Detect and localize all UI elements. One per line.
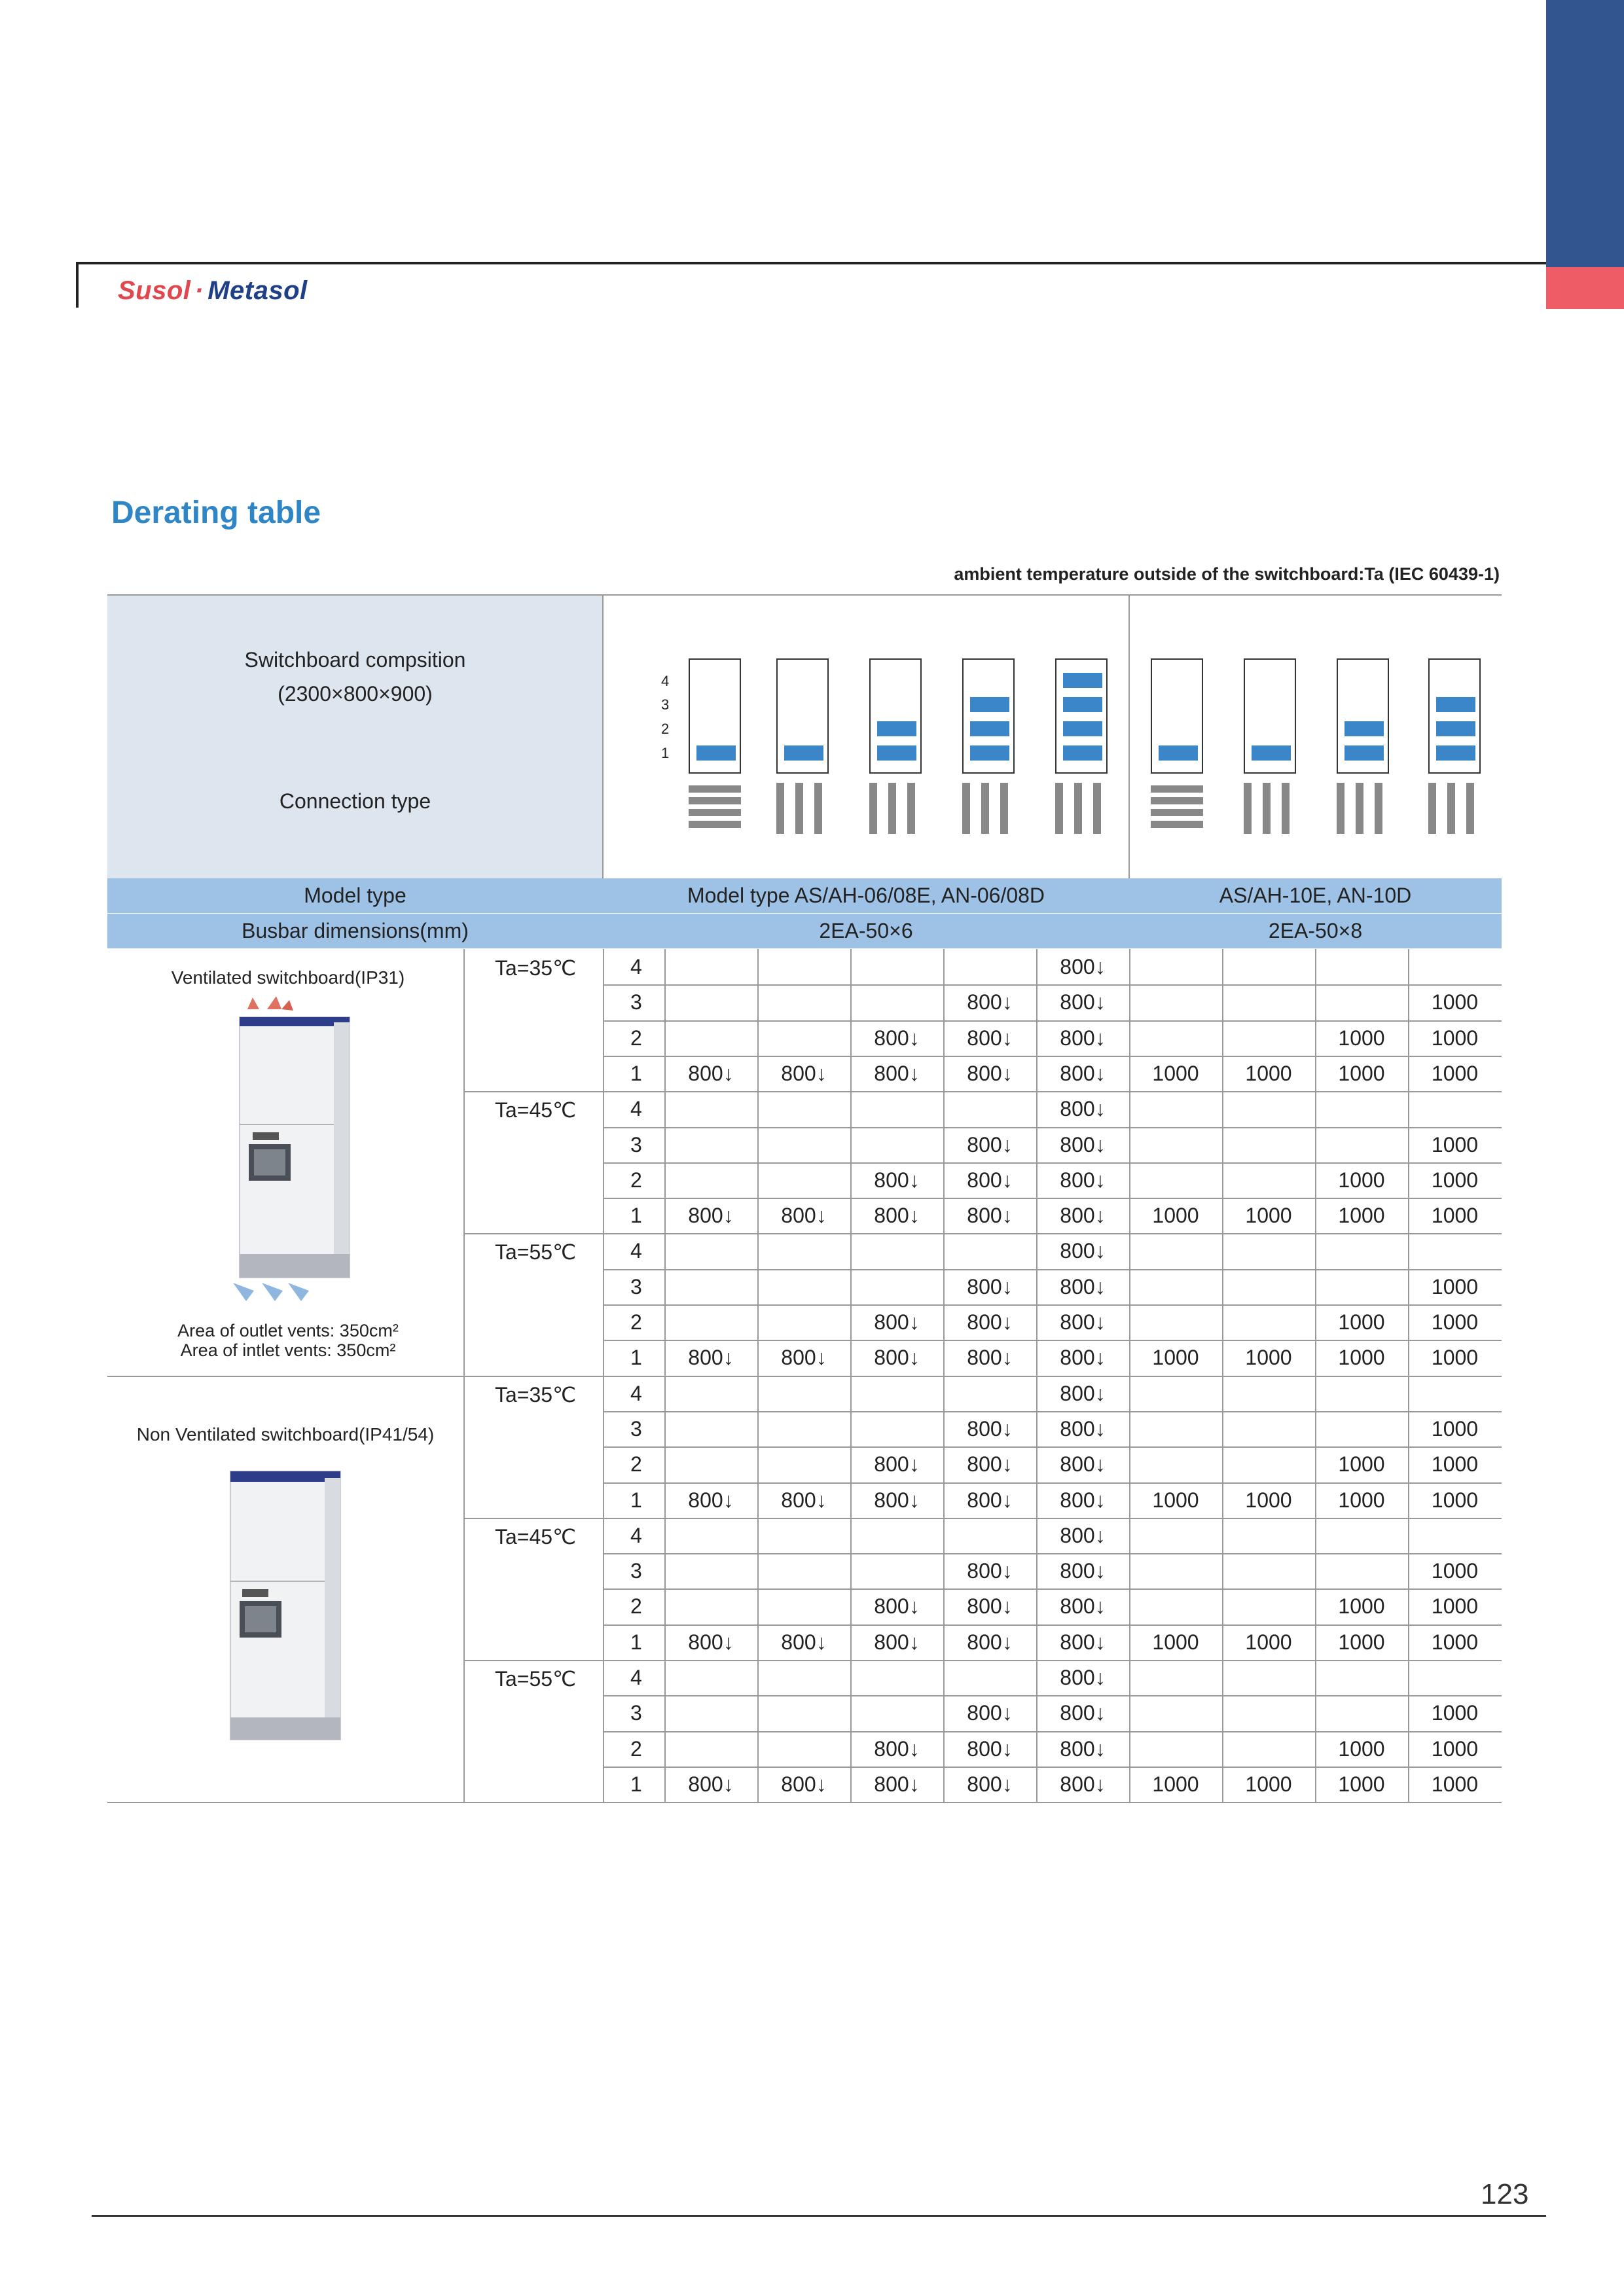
- busbar-vertical: [1074, 783, 1082, 834]
- table-cell: 1000: [1152, 1630, 1199, 1654]
- table-cell: 2: [630, 1026, 642, 1050]
- table-cell: 3: [630, 1701, 642, 1725]
- table-cell: 1000: [1245, 1772, 1292, 1796]
- table-cell: 800↓: [967, 1630, 1013, 1654]
- temperature-label: Ta=55℃: [495, 1240, 577, 1265]
- table-cell: 1000: [1338, 1594, 1385, 1619]
- table-cell: 800↓: [874, 1310, 920, 1334]
- page-number: 123: [1481, 2178, 1529, 2210]
- header-rule: [76, 262, 1546, 264]
- level-label: 1: [661, 745, 670, 761]
- table-row-line: [603, 1233, 1502, 1234]
- breaker-slot: [1436, 721, 1475, 736]
- table-cell: 800↓: [874, 1772, 920, 1796]
- table-row-line: [603, 1198, 1502, 1199]
- table-cell: 1000: [1245, 1204, 1292, 1228]
- table-cell: 800↓: [1060, 1523, 1106, 1547]
- cabinet-diagram: [1151, 658, 1203, 774]
- outlet-vents-caption: Area of outlet vents: 350cm²: [177, 1321, 399, 1340]
- cabinet-diagram: [962, 658, 1015, 774]
- busbar-row: [107, 914, 1502, 948]
- temperature-block-line: [463, 1802, 603, 1803]
- table-cell: 4: [630, 1381, 642, 1405]
- table-cell: 800↓: [874, 1204, 920, 1228]
- composition-label: Switchboard compsition: [244, 648, 466, 672]
- busbar-vertical: [907, 783, 915, 834]
- table-cell: 4: [630, 1666, 642, 1689]
- group-ventilated-name: Ventilated switchboard(IP31): [171, 967, 405, 988]
- busbar-vertical: [776, 783, 784, 834]
- table-row-line: [603, 1091, 1502, 1092]
- brand-logo: [118, 276, 308, 306]
- cabinet-diagram: [869, 658, 922, 774]
- table-cell: 1000: [1152, 1772, 1199, 1796]
- table-cell: 4: [630, 1523, 642, 1547]
- breaker-slot: [877, 721, 916, 736]
- table-cell: 1: [630, 1204, 642, 1228]
- table-cell: 800↓: [967, 1204, 1013, 1228]
- model-type-a: Model type AS/AH-06/08E, AN-06/08D: [687, 884, 1045, 907]
- breaker-slot: [1252, 745, 1291, 761]
- ambient-note: ambient temperature outside of the switchboard:Ta (IEC 60439-1): [954, 564, 1500, 584]
- table-cell: 800↓: [1060, 1559, 1106, 1583]
- temperature-label: Ta=45℃: [495, 1098, 577, 1122]
- table-cell: 1000: [1431, 1630, 1479, 1654]
- model-type-row: [107, 878, 1502, 913]
- table-cell: 800↓: [1060, 1132, 1106, 1157]
- table-cell: 800↓: [874, 1061, 920, 1085]
- temperature-block-line: [463, 1518, 603, 1519]
- page-title: Derating table: [111, 495, 321, 530]
- breaker-slot: [970, 697, 1009, 712]
- table-row-line: [603, 1731, 1502, 1732]
- breaker-slot: [696, 745, 736, 761]
- level-label: 3: [661, 696, 670, 713]
- busbar-label: Busbar dimensions(mm): [242, 919, 469, 942]
- table-cell: 1000: [1431, 1736, 1479, 1761]
- busbar-vertical: [869, 783, 877, 834]
- busbar-horizontal: [1151, 797, 1203, 804]
- table-cell: 2: [630, 1736, 642, 1761]
- temperature-label: Ta=35℃: [495, 1382, 577, 1407]
- table-row-line: [603, 1518, 1502, 1519]
- non-ventilated-switchboard-image: [223, 1466, 360, 1754]
- breaker-slot: [784, 745, 823, 761]
- table-cell: 800↓: [874, 1736, 920, 1761]
- temperature-block-line: [463, 1233, 603, 1234]
- busbar-vertical: [1356, 783, 1363, 834]
- table-cell: 800↓: [874, 1026, 920, 1050]
- table-cell: 800↓: [967, 1026, 1013, 1050]
- table-cell: 2: [630, 1168, 642, 1192]
- table-cell: 1000: [1338, 1168, 1385, 1192]
- table-cell: 3: [630, 1274, 642, 1299]
- table-cell: 1000: [1338, 1026, 1385, 1050]
- table-cell: 800↓: [967, 1452, 1013, 1477]
- table-vline: [1128, 596, 1130, 878]
- busbar-vertical: [1263, 783, 1271, 834]
- breaker-slot: [1436, 697, 1475, 712]
- table-cell: 1000: [1431, 1204, 1479, 1228]
- table-cell: 1000: [1431, 1488, 1479, 1512]
- table-cell: 800↓: [688, 1488, 734, 1512]
- table-cell: 800↓: [874, 1346, 920, 1370]
- busbar-vertical: [795, 783, 803, 834]
- table-cell: 3: [630, 1416, 642, 1441]
- table-cell: 1000: [1338, 1204, 1385, 1228]
- table-cell: 1000: [1338, 1736, 1385, 1761]
- temperature-block-line: [463, 1091, 603, 1092]
- table-cell: 1000: [1245, 1630, 1292, 1654]
- side-tab-blue: [1546, 0, 1624, 267]
- table-cell: 800↓: [967, 1736, 1013, 1761]
- table-row-line: [603, 1340, 1502, 1341]
- table-cell: 800↓: [967, 1772, 1013, 1796]
- table-cell: 800↓: [1060, 1772, 1106, 1796]
- table-row-line: [603, 1056, 1502, 1057]
- busbar-horizontal: [1151, 809, 1203, 816]
- busbar-horizontal: [1151, 821, 1203, 828]
- table-cell: 800↓: [781, 1630, 827, 1654]
- table-cell: 1000: [1338, 1310, 1385, 1334]
- busbar-b: 2EA-50×8: [1268, 919, 1363, 942]
- table-cell: 800↓: [1060, 1381, 1106, 1405]
- table-row-line: [603, 1020, 1502, 1022]
- table-cell: 800↓: [967, 1132, 1013, 1157]
- table-cell: 800↓: [688, 1061, 734, 1085]
- breaker-slot: [1063, 697, 1102, 712]
- table-cell: 1000: [1152, 1204, 1199, 1228]
- table-row-line: [603, 1660, 1502, 1661]
- level-label: 4: [661, 673, 670, 689]
- table-row-line: [603, 1553, 1502, 1554]
- table-cell: 800↓: [688, 1630, 734, 1654]
- table-cell: 1: [630, 1346, 642, 1370]
- breaker-slot: [1159, 745, 1198, 761]
- table-cell: 1: [630, 1488, 642, 1512]
- table-cell: 1000: [1431, 1026, 1479, 1050]
- table-cell: 1000: [1431, 1772, 1479, 1796]
- table-cell: 2: [630, 1594, 642, 1619]
- table-cell: 800↓: [1060, 955, 1106, 978]
- cabinet-diagram: [1428, 658, 1481, 774]
- table-row-line: [603, 1269, 1502, 1270]
- table-cell: 1000: [1152, 1346, 1199, 1370]
- table-cell: 800↓: [1060, 1310, 1106, 1334]
- table-cell: 2: [630, 1452, 642, 1477]
- temperature-block-line: [463, 1376, 603, 1377]
- breaker-slot: [1063, 721, 1102, 736]
- brand-dot: ·: [194, 276, 204, 305]
- table-cell: 800↓: [967, 1061, 1013, 1085]
- table-cell: 800↓: [874, 1594, 920, 1619]
- table-row-line: [603, 1446, 1502, 1448]
- breaker-slot: [970, 745, 1009, 761]
- table-cell: 1: [630, 1630, 642, 1654]
- busbar-horizontal: [689, 809, 741, 816]
- breaker-slot: [970, 721, 1009, 736]
- table-cell: 4: [630, 1097, 642, 1121]
- table-row-line: [603, 1695, 1502, 1696]
- table-row-line: [603, 1304, 1502, 1306]
- table-row-line: [603, 1767, 1502, 1768]
- table-cell: 800↓: [781, 1772, 827, 1796]
- table-cell: 800↓: [1060, 1666, 1106, 1689]
- busbar-horizontal: [1151, 785, 1203, 793]
- table-cell: 1000: [1338, 1488, 1385, 1512]
- header-rule-tick: [76, 262, 79, 308]
- table-cell: 800↓: [874, 1452, 920, 1477]
- composition-panel: [107, 596, 603, 878]
- table-row-line: [603, 1624, 1502, 1626]
- breaker-slot: [1344, 745, 1384, 761]
- table-cell: 1000: [1431, 1061, 1479, 1085]
- table-cell: 800↓: [874, 1630, 920, 1654]
- table-cell: 800↓: [1060, 1488, 1106, 1512]
- table-cell: 1000: [1431, 990, 1479, 1014]
- table-cell: 800↓: [781, 1488, 827, 1512]
- table-row-line: [603, 1588, 1502, 1590]
- busbar-vertical: [1000, 783, 1008, 834]
- table-cell: 3: [630, 1132, 642, 1157]
- table-cell: 800↓: [967, 1416, 1013, 1441]
- table-cell: 800↓: [1060, 1204, 1106, 1228]
- table-cell: 2: [630, 1310, 642, 1334]
- breaker-slot: [1063, 673, 1102, 688]
- table-cell: 800↓: [967, 1559, 1013, 1583]
- busbar-horizontal: [689, 785, 741, 793]
- table-cell: 1000: [1431, 1452, 1479, 1477]
- table-cell: 800↓: [874, 1168, 920, 1192]
- model-type-label: Model type: [304, 884, 406, 907]
- table-cell: 800↓: [1060, 1452, 1106, 1477]
- table-cell: 1000: [1338, 1061, 1385, 1085]
- table-cell: 800↓: [1060, 1416, 1106, 1441]
- group-nonventilated-name: Non Ventilated switchboard(IP41/54): [136, 1424, 435, 1444]
- table-cell: 800↓: [1060, 1346, 1106, 1370]
- table-cell: 1000: [1152, 1488, 1199, 1512]
- table-cell: 1000: [1338, 1346, 1385, 1370]
- breaker-slot: [1344, 721, 1384, 736]
- table-cell: 800↓: [1060, 1701, 1106, 1725]
- temperature-block-line: [463, 1660, 603, 1661]
- cabinet-diagram: [776, 658, 829, 774]
- table-cell: 800↓: [1060, 1239, 1106, 1263]
- table-vline: [602, 596, 604, 878]
- table-cell: 800↓: [967, 990, 1013, 1014]
- table-cell: 800↓: [1060, 1097, 1106, 1121]
- cabinet-diagram: [1055, 658, 1108, 774]
- table-row-line: [603, 984, 1502, 986]
- table-row-line: [603, 1376, 1502, 1377]
- busbar-vertical: [1337, 783, 1344, 834]
- table-cell: 1000: [1431, 1701, 1479, 1725]
- busbar-vertical: [1282, 783, 1290, 834]
- table-cell: 1000: [1338, 1630, 1385, 1654]
- table-cell: 800↓: [1060, 1168, 1106, 1192]
- table-cell: 800↓: [688, 1204, 734, 1228]
- table-cell: 1000: [1431, 1416, 1479, 1441]
- table-cell: 1000: [1431, 1346, 1479, 1370]
- busbar-vertical: [1428, 783, 1436, 834]
- table-cell: 800↓: [688, 1346, 734, 1370]
- table-cell: 800↓: [781, 1204, 827, 1228]
- temperature-label: Ta=55℃: [495, 1667, 577, 1691]
- table-row-line: [603, 1802, 1502, 1803]
- table-cell: 800↓: [967, 1488, 1013, 1512]
- table-cell: 1000: [1245, 1488, 1292, 1512]
- table-cell: 800↓: [967, 1701, 1013, 1725]
- table-cell: 1000: [1431, 1132, 1479, 1157]
- table-cell: 4: [630, 1239, 642, 1263]
- busbar-vertical: [1055, 783, 1063, 834]
- busbar-horizontal: [689, 821, 741, 828]
- table-row-line: [603, 1127, 1502, 1128]
- table-cell: 800↓: [1060, 1026, 1106, 1050]
- table-cell: 800↓: [1060, 1736, 1106, 1761]
- table-cell: 800↓: [688, 1772, 734, 1796]
- table-cell: 800↓: [967, 1310, 1013, 1334]
- ventilated-switchboard-image: [216, 995, 360, 1302]
- inlet-vents-caption: Area of intlet vents: 350cm²: [180, 1340, 396, 1360]
- cabinet-diagram: [1244, 658, 1296, 774]
- table-cell: 800↓: [1060, 1061, 1106, 1085]
- table-cell: 1000: [1338, 1452, 1385, 1477]
- busbar-vertical: [1466, 783, 1474, 834]
- model-type-b: AS/AH-10E, AN-10D: [1219, 884, 1412, 907]
- table-cell: 800↓: [781, 1061, 827, 1085]
- busbar-vertical: [888, 783, 896, 834]
- table-cell: 800↓: [967, 1168, 1013, 1192]
- connection-type-label: Connection type: [279, 789, 431, 813]
- brand-right: Metasol: [208, 276, 308, 305]
- busbar-vertical: [1093, 783, 1101, 834]
- table-cell: 1: [630, 1061, 642, 1085]
- busbar-vertical: [1244, 783, 1252, 834]
- breaker-slot: [877, 745, 916, 761]
- busbar-vertical: [814, 783, 822, 834]
- table-cell: 800↓: [1060, 1630, 1106, 1654]
- temperature-label: Ta=45℃: [495, 1524, 577, 1549]
- busbar-vertical: [962, 783, 970, 834]
- table-cell: 1000: [1245, 1061, 1292, 1085]
- table-row-line: [603, 1411, 1502, 1412]
- table-row-line: [603, 1482, 1502, 1484]
- table-cell: 1000: [1431, 1274, 1479, 1299]
- table-cell: 800↓: [967, 1346, 1013, 1370]
- busbar-vertical: [1375, 783, 1382, 834]
- level-label: 2: [661, 721, 670, 737]
- table-cell: 1000: [1245, 1346, 1292, 1370]
- busbar-vertical: [1447, 783, 1455, 834]
- table-cell: 800↓: [1060, 1594, 1106, 1619]
- cabinet-diagram: [1337, 658, 1389, 774]
- table-cell: 1000: [1152, 1061, 1199, 1085]
- breaker-slot: [1063, 745, 1102, 761]
- busbar-vertical: [981, 783, 989, 834]
- table-cell: 1: [630, 1772, 642, 1796]
- side-tab-red: [1546, 267, 1624, 309]
- table-row-line: [603, 1162, 1502, 1164]
- table-cell: 800↓: [967, 1594, 1013, 1619]
- table-cell: 800↓: [1060, 1274, 1106, 1299]
- temperature-label: Ta=35℃: [495, 956, 577, 980]
- table-cell: 800↓: [874, 1488, 920, 1512]
- brand-left: Susol: [118, 276, 191, 305]
- table-cell: 3: [630, 990, 642, 1014]
- footer-rule: [92, 2215, 1546, 2217]
- table-cell: 3: [630, 1559, 642, 1583]
- table-cell: 1000: [1431, 1594, 1479, 1619]
- table-cell: 1000: [1431, 1168, 1479, 1192]
- busbar-horizontal: [689, 797, 741, 804]
- table-cell: 800↓: [967, 1274, 1013, 1299]
- table-cell: 1000: [1431, 1310, 1479, 1334]
- busbar-a: 2EA-50×6: [819, 919, 913, 942]
- table-cell: 1000: [1431, 1559, 1479, 1583]
- breaker-slot: [1436, 745, 1475, 761]
- table-cell: 1000: [1338, 1772, 1385, 1796]
- cabinet-diagram: [689, 658, 741, 774]
- table-cell: 800↓: [781, 1346, 827, 1370]
- table-cell: 4: [630, 955, 642, 978]
- group-line: [107, 1802, 463, 1803]
- table-cell: 800↓: [1060, 990, 1106, 1014]
- composition-dimensions: (2300×800×900): [278, 682, 433, 706]
- group-line: [107, 1376, 463, 1377]
